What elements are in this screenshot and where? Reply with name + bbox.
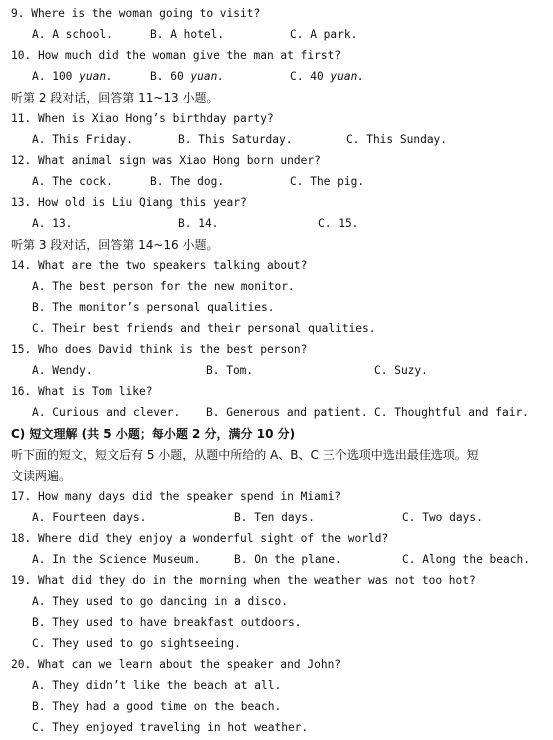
question-9-option-c: C. A park.	[290, 28, 358, 41]
question-13-stem: 13. How old is Liu Qiang this year?	[11, 196, 247, 209]
question-15-option-a: A. Wendy.	[32, 364, 93, 377]
question-19-option-b: B. They used to have breakfast outdoors.	[32, 616, 302, 629]
question-14-option-c: C. Their best friends and their personal qualities.	[32, 322, 376, 335]
question-13-option-a: A. 13.	[32, 217, 73, 230]
question-11-option-c: C. This Sunday.	[346, 133, 448, 146]
question-11-option-a: A. This Friday.	[32, 133, 134, 146]
question-17-option-b: B. Ten days.	[234, 511, 315, 524]
option-a-unit: yuan.	[79, 70, 113, 83]
question-17-stem: 17. How many days did the speaker spend in Miami?	[11, 490, 342, 503]
option-a-amount: A. 100	[32, 70, 80, 83]
question-11-option-b: B. This Saturday.	[178, 133, 293, 146]
option-c-amount: C. 40	[290, 70, 331, 83]
question-18-option-b: B. On the plane.	[234, 553, 342, 566]
question-20-option-a: A. They didn’t like the beach at all.	[32, 679, 282, 692]
question-9-stem: 9. Where is the woman going to visit?	[11, 7, 261, 20]
question-18-option-c: C. Along the beach.	[402, 553, 530, 566]
question-19-option-a: A. They used to go dancing in a disco.	[32, 595, 288, 608]
section-c-instruction-line-1: 听下面的短文，短文后有 5 小题，从题中所给的 A、B、C 三个选项中选出最佳选项。短	[11, 448, 479, 462]
section-3-instruction: 听第 3 段对话，回答第 14~16 小题。	[11, 238, 219, 252]
question-12-option-c: C. The pig.	[290, 175, 365, 188]
question-18-option-a: A. In the Science Museum.	[32, 553, 201, 566]
option-c-unit: yuan.	[330, 70, 365, 83]
question-16-option-b: B. Generous and patient.	[206, 406, 368, 419]
question-19-option-c: C. They used to go sightseeing.	[32, 637, 241, 650]
question-15-stem: 15. Who does David think is the best person?	[11, 343, 308, 356]
option-b-unit: yuan.	[190, 70, 225, 83]
question-16-stem: 16. What is Tom like?	[11, 385, 153, 398]
option-b-amount: B. 60	[150, 70, 191, 83]
question-13-option-b: B. 14.	[178, 217, 219, 230]
section-2-instruction: 听第 2 段对话，回答第 11~13 小题。	[11, 91, 219, 105]
question-20-option-b: B. They had a good time on the beach.	[32, 700, 282, 713]
question-16-option-c: C. Thoughtful and fair.	[374, 406, 529, 419]
question-10-option-c	[290, 70, 364, 84]
question-19-stem: 19. What did they do in the morning when the weather was not too hot?	[11, 574, 476, 587]
question-15-option-c: C. Suzy.	[374, 364, 428, 377]
question-9-option-b: B. A hotel.	[150, 28, 225, 41]
question-11-stem: 11. When is Xiao Hong’s birthday party?	[11, 112, 274, 125]
question-10-stem: 10. How much did the woman give the man at first?	[11, 49, 342, 62]
question-20-stem: 20. What can we learn about the speaker and John?	[11, 658, 342, 671]
question-13-option-c: C. 15.	[318, 217, 359, 230]
question-14-option-b: B. The monitor’s personal qualities.	[32, 301, 275, 314]
section-c-instruction-line-2: 文读两遍。	[11, 469, 72, 483]
question-12-option-b: B. The dog.	[150, 175, 225, 188]
question-14-stem: 14. What are the two speakers talking about?	[11, 259, 308, 272]
question-17-option-a: A. Fourteen days.	[32, 511, 147, 524]
question-20-option-c: C. They enjoyed traveling in hot weather.	[32, 721, 309, 734]
question-16-option-a: A. Curious and clever.	[32, 406, 181, 419]
question-17-option-c: C. Two days.	[402, 511, 483, 524]
question-12-stem: 12. What animal sign was Xiao Hong born under?	[11, 154, 321, 167]
question-9-option-a: A. A school.	[32, 28, 113, 41]
question-14-option-a: A. The best person for the new monitor.	[32, 280, 295, 293]
section-c-title: C) 短文理解 (共 5 小题；每小题 2 分，满分 10 分)	[11, 427, 296, 441]
question-18-stem: 18. Where did they enjoy a wonderful sight of the world?	[11, 532, 389, 545]
question-15-option-b: B. Tom.	[206, 364, 254, 377]
question-10-option-b	[150, 70, 224, 84]
question-10-option-a	[32, 70, 113, 84]
question-12-option-a: A. The cock.	[32, 175, 113, 188]
